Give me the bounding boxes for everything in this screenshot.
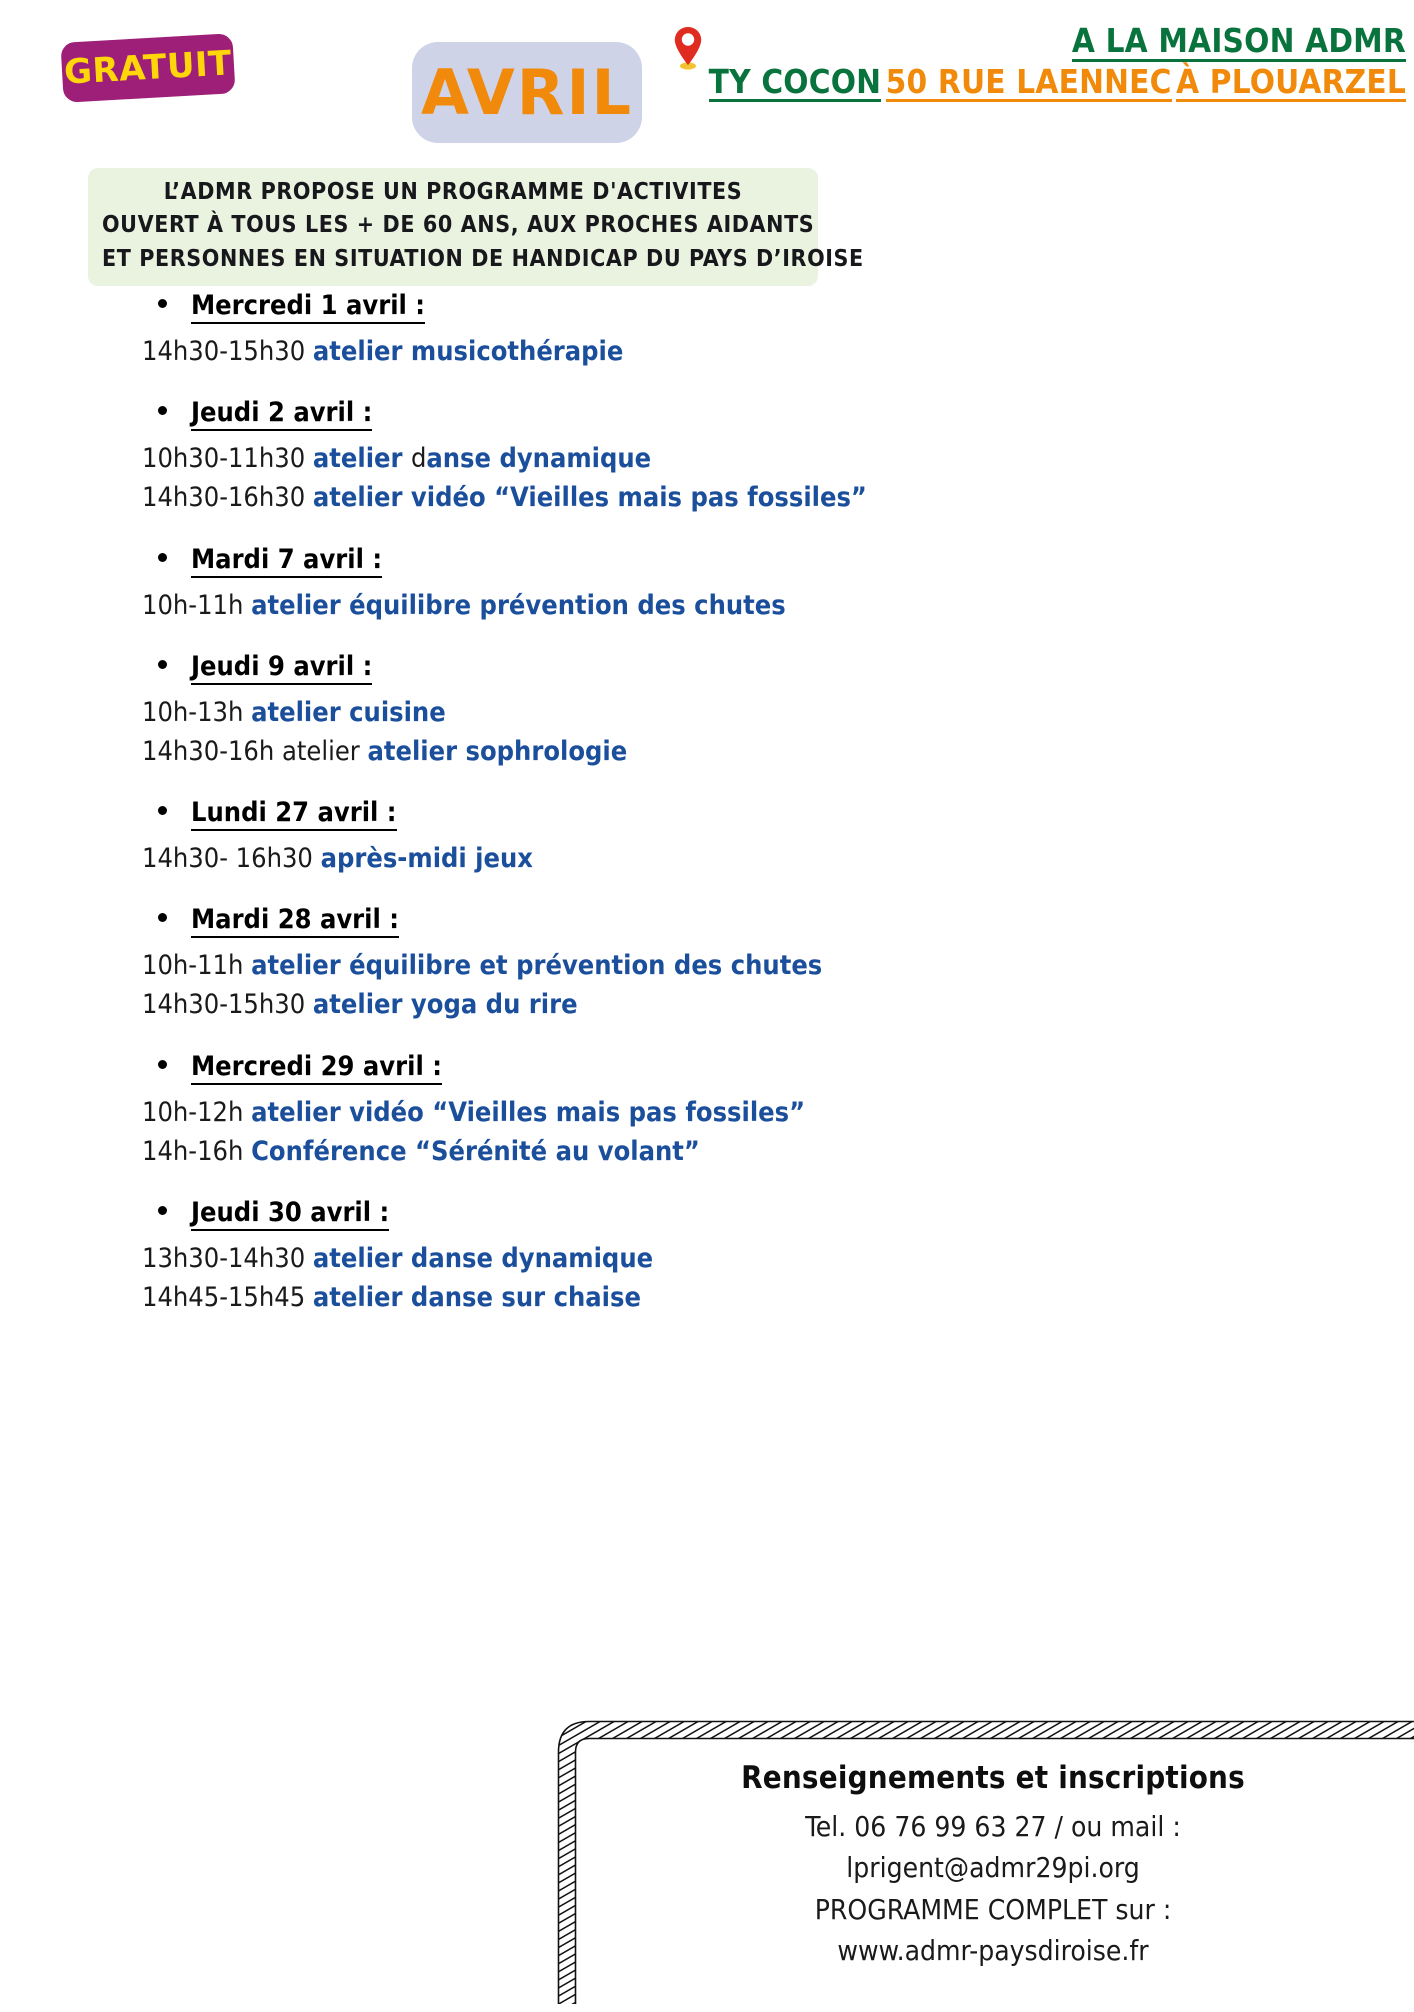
- month-badge-label: AVRIL: [420, 56, 634, 129]
- event-activity: atelier vidéo “Vieilles mais pas fossiles”: [251, 1096, 806, 1128]
- bullet-icon: [158, 1060, 167, 1069]
- intro-line-3: ET PERSONNES EN SITUATION DE HANDICAP DU PAYS D’IROISE: [102, 245, 864, 272]
- event-date-label: Jeudi 30 avril :: [191, 1197, 389, 1231]
- contact-phone: Tel. 06 76 99 63 27 / ou mail :: [805, 1810, 1181, 1843]
- event-date-label: Jeudi 2 avril :: [191, 397, 372, 431]
- intro-banner: [88, 168, 864, 286]
- event-time: 14h-16h: [142, 1135, 252, 1167]
- event-row: [142, 439, 1000, 478]
- event-activity: atelier musicothérapie: [312, 336, 624, 368]
- month-badge: [412, 42, 642, 143]
- bullet-icon: [158, 913, 167, 922]
- event-date-header: [158, 651, 1000, 685]
- location-line-2: TY COCON: [708, 61, 882, 101]
- event-time: 14h30- 16h30: [142, 843, 321, 875]
- event-date-header: [158, 1197, 1000, 1231]
- event-time: 10h-11h: [142, 950, 252, 982]
- event-activity: atelier cuisine: [251, 696, 446, 728]
- event-time: 14h30-15h30: [142, 336, 313, 368]
- bullet-icon: [158, 806, 167, 815]
- location-block: [708, 21, 1406, 105]
- event-group: [0, 397, 1000, 517]
- location-line-3: 50 RUE LAENNEC: [885, 61, 1172, 101]
- contact-details: [581, 1760, 1405, 1972]
- bullet-icon: [158, 406, 167, 415]
- event-group: [0, 290, 1000, 371]
- event-activity: atelier yoga du rire: [312, 989, 578, 1021]
- map-pin-icon: [673, 26, 703, 70]
- intro-line-1: L’ADMR PROPOSE UN PROGRAMME D'ACTIVITES: [163, 179, 743, 205]
- bullet-icon: [158, 1206, 167, 1215]
- event-group: [0, 544, 1000, 625]
- event-activity: atelier: [312, 443, 411, 475]
- event-date-label: Lundi 27 avril :: [191, 797, 397, 831]
- location-line-1: A LA MAISON ADMR: [1071, 21, 1406, 60]
- event-time: 10h30-11h30: [142, 443, 313, 475]
- event-time: 10h-12h: [142, 1096, 252, 1128]
- event-group: [0, 1197, 1000, 1317]
- event-activity: atelier équilibre et prévention des chutes: [251, 950, 823, 982]
- event-list: [0, 290, 1000, 1343]
- event-time: 10h-11h: [142, 589, 252, 621]
- event-date-label: Mardi 28 avril :: [191, 904, 399, 938]
- event-activity: atelier danse sur chaise: [312, 1282, 641, 1314]
- event-time: 14h30-15h30: [142, 989, 313, 1021]
- contact-program-label: PROGRAMME COMPLET sur :: [814, 1892, 1172, 1926]
- event-date-header: [158, 904, 1000, 938]
- event-group: [0, 797, 1000, 878]
- bullet-icon: [158, 299, 167, 308]
- event-time: 14h30-16h30: [142, 482, 313, 514]
- event-date-label: Mercredi 29 avril :: [191, 1051, 442, 1085]
- event-row: [142, 693, 1000, 732]
- event-row: [142, 586, 1000, 625]
- event-group: [0, 1051, 1000, 1171]
- contact-email[interactable]: lprigent@admr29pi.org: [846, 1851, 1140, 1885]
- contact-box: [545, 1712, 1414, 2012]
- event-time: 10h-13h: [142, 696, 252, 728]
- event-row: [142, 946, 1000, 985]
- event-time: 14h45-15h45: [142, 1282, 313, 1314]
- event-activity: atelier danse dynamique: [312, 1242, 654, 1274]
- event-date-header: [158, 1051, 1000, 1085]
- contact-website[interactable]: www.admr-paysdiroise.fr: [837, 1934, 1149, 1968]
- event-row: [142, 332, 1000, 371]
- event-date-header: [158, 290, 1000, 324]
- event-group: [0, 904, 1000, 1024]
- event-row: [142, 732, 1000, 771]
- free-badge-label: GRATUIT: [63, 43, 233, 93]
- contact-title: Renseignements et inscriptions: [741, 1760, 1245, 1796]
- event-activity: atelier sophrologie: [367, 735, 628, 767]
- event-row: [142, 839, 1000, 878]
- event-date-header: [158, 544, 1000, 578]
- intro-line-2: OUVERT À TOUS LES + DE 60 ANS, AUX PROCHES AIDANTS: [102, 212, 815, 239]
- event-row: [142, 985, 1000, 1024]
- location-line-4: À PLOUARZEL: [1176, 61, 1406, 101]
- free-badge: [60, 33, 235, 103]
- event-date-header: [158, 397, 1000, 431]
- event-activity-plain: d: [410, 443, 427, 475]
- event-activity-tail: anse dynamique: [426, 443, 652, 475]
- event-time: 14h30-16h atelier: [142, 735, 368, 767]
- event-activity: Conférence “Sérénité au volant”: [251, 1135, 700, 1167]
- event-activity: atelier équilibre prévention des chutes: [251, 589, 786, 621]
- bullet-icon: [158, 660, 167, 669]
- event-group: [0, 651, 1000, 771]
- event-date-label: Jeudi 9 avril :: [191, 651, 372, 685]
- event-date-header: [158, 797, 1000, 831]
- event-row: [142, 1239, 1000, 1278]
- event-row: [142, 1132, 1000, 1171]
- event-date-label: Mardi 7 avril :: [191, 544, 382, 578]
- event-activity: après-midi jeux: [320, 843, 533, 875]
- event-time: 13h30-14h30: [142, 1242, 313, 1274]
- event-activity: atelier vidéo “Vieilles mais pas fossiles”: [312, 482, 867, 514]
- bullet-icon: [158, 553, 167, 562]
- event-row: [142, 1093, 1000, 1132]
- event-row: [142, 478, 1000, 517]
- event-date-label: Mercredi 1 avril :: [191, 290, 425, 324]
- event-row: [142, 1278, 1000, 1317]
